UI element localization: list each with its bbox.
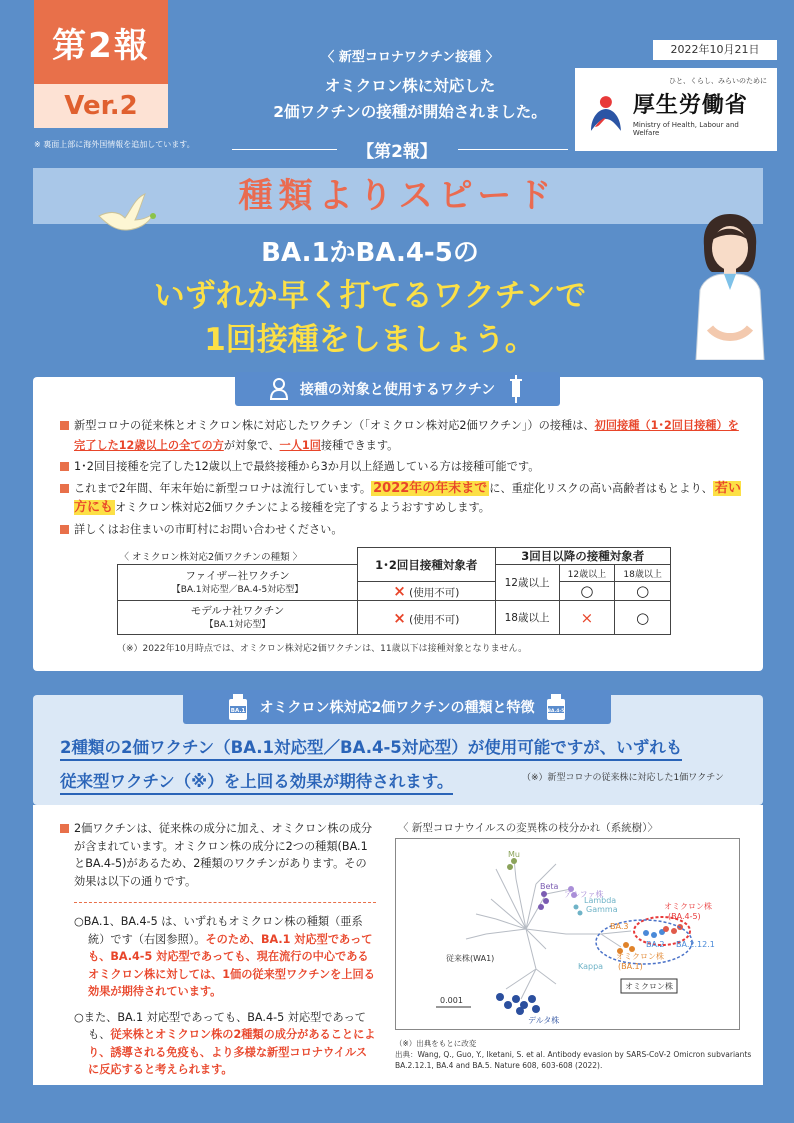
point2-text: ○また、BA.1 対応型であっても、BA.4-5 対応型であっても、 xyxy=(74,1010,366,1041)
eligibility-item xyxy=(60,416,750,455)
label-ba3: BA.3 xyxy=(610,922,629,931)
point2-emph: 従来株とオミクロン株の2種類の成分があることにより、誘導される免疫も、より多様な新型コロナウイルスに反応すると考えられます。 xyxy=(88,1028,376,1076)
pfizer-12: ○ xyxy=(559,582,615,601)
eligibility-list xyxy=(60,416,750,541)
moderna-name: モデルナ社ワクチン xyxy=(190,604,285,617)
syringe-icon xyxy=(505,376,527,402)
pfizer-18: ○ xyxy=(615,582,671,601)
issue-tag: 【第2報】 xyxy=(357,142,437,162)
label-wa1: 従来株(WA1) xyxy=(446,954,495,963)
badge-note: ※ 裏面上部に海外国情報を追加しています。 xyxy=(34,140,195,149)
col-first-second: 1･2回目接種対象者 xyxy=(357,548,495,582)
b3-text: これまで2年間、年末年始に新型コロナは流行しています。 xyxy=(74,481,372,495)
point1-text: ○BA.1、BA.4-5 は、いずれもオミクロン株の種類（亜系統）です（右図参照）。 xyxy=(74,915,363,946)
label-ba1-b: (BA.1) xyxy=(618,962,643,971)
vial-ba1-icon xyxy=(227,694,249,720)
eligibility-item: 1･2回目接種を完了した12歳以上で最終接種から3か月以上経過している方は接種可能です。 xyxy=(60,457,750,477)
table-row-pfizer xyxy=(118,565,358,601)
label-beta: Beta xyxy=(540,882,559,891)
features-point2 xyxy=(74,1009,376,1079)
b1-text: 新型コロナの従来株とオミクロン株に対応したワクチン（「オミクロン株対応2価ワクチン」）の接種は、 xyxy=(74,419,595,432)
pfizer-first xyxy=(357,582,495,601)
divider-right xyxy=(458,149,568,150)
tree-source-note: （※）出典をもとに改変 xyxy=(395,1039,477,1048)
moderna-type: 【BA.1対応型】 xyxy=(204,619,271,630)
dashed-divider xyxy=(74,902,376,903)
version-label: Ver.2 xyxy=(64,91,138,121)
tree-source xyxy=(395,1038,755,1071)
headline xyxy=(80,232,660,362)
section2-title-tab xyxy=(183,690,611,724)
header-line1: オミクロン株に対応した xyxy=(324,77,496,95)
pfizer-type: 【BA.1対応型／BA.4-5対応型】 xyxy=(171,584,304,595)
features-lead xyxy=(60,731,750,799)
features-intro: 2価ワクチンは、従来株の成分に加え、オミクロン株の成分が含まれています。オミクロン株の成分に2つの種類(BA.1とBA.4-5)があるため、2種類のワクチンがあります。その効果は以下の通りです。 xyxy=(60,820,376,890)
label-omicron-a: オミクロン株 xyxy=(664,902,712,911)
label-scale: 0.001 xyxy=(440,996,463,1005)
label-kappa: Kappa xyxy=(578,962,604,971)
issue-date: 2022年10月21日 xyxy=(653,40,777,60)
label-ba1-a: オミクロン株 xyxy=(616,952,664,961)
mhlw-name-en: Ministry of Health, Labour and Welfare xyxy=(632,121,739,137)
sub-18: 18歳以上 xyxy=(615,565,671,582)
header-line2: 2価ワクチンの接種が開始されました。 xyxy=(273,103,547,121)
lead-note: （※）新型コロナの従来株に対応した1価ワクチン xyxy=(522,773,724,783)
phylogenetic-tree xyxy=(395,838,740,1030)
b3-text2: に、重症化リスクの高い高齢者はもとより、 xyxy=(489,481,713,495)
issue-badge xyxy=(34,0,168,128)
label-omicron-b: (BA.4-5) xyxy=(668,912,701,921)
headline-line3: 1回接種をしましょう。 xyxy=(204,322,536,358)
mhlw-name: 厚生労働省 xyxy=(632,93,748,118)
ng-note: (使用不可) xyxy=(409,587,460,599)
vial-ba45-icon xyxy=(545,694,567,720)
lead-line1: 2種類の2価ワクチン（BA.1対応型／BA.4-5対応型）が使用可能ですが、いずれも xyxy=(60,738,682,761)
header-subtitle: 〈 新型コロナワクチン接種 〉 xyxy=(321,50,499,65)
mhlw-tagline: ひと、くらし、みらいのために xyxy=(669,77,767,85)
nurse-illustration-icon xyxy=(690,210,770,360)
mhlw-logo xyxy=(575,68,777,151)
tree-figure xyxy=(396,839,739,1029)
ng-mark: × xyxy=(393,582,406,600)
moderna-first xyxy=(357,601,495,635)
mhlw-emblem-icon xyxy=(585,93,627,133)
pfizer-name: ファイザー社ワクチン xyxy=(185,569,290,582)
moderna-18: ○ xyxy=(615,601,671,635)
tree-source-citation: 出典：Wang, Q., Guo, Y., Iketani, S. et al. Antibody evasion by SARS-CoV-2 Omicron subvariants BA.2.12.1, BA.4 and BA.5. Nature 608, 603-608 (2022). xyxy=(395,1050,752,1070)
eligibility-item: 詳しくはお住まいの市町村にお問い合わせください。 xyxy=(60,520,750,540)
pfizer-age: 12歳以上 xyxy=(495,565,559,601)
vial-left-label: BA.1 xyxy=(231,708,246,714)
tree-title: 〈 新型コロナウイルスの変異株の枝分かれ（系統樹）〉 xyxy=(398,822,658,834)
col-third: 3回目以降の接種対象者 xyxy=(495,548,670,565)
b1-once: 一人1回 xyxy=(279,438,321,452)
vaccine-table xyxy=(117,547,671,635)
label-lambda: Lambda xyxy=(584,896,617,905)
moderna-12: × xyxy=(559,601,615,635)
moderna-age: 18歳以上 xyxy=(495,601,559,635)
section1-title-tab xyxy=(235,372,560,406)
table-note: （※）2022年10月時点では、オミクロン株対応2価ワクチンは、11歳以下は接種対象となりません。 xyxy=(117,644,528,654)
b3-deadline: 2022年の年末まで xyxy=(373,480,488,496)
ng-note: (使用不可) xyxy=(409,613,460,626)
headline-line2: いずれか早く打てるワクチンで xyxy=(153,278,587,314)
b1-target: 初回接種（1･2回目接種）を完了した12歳以上の全ての方 xyxy=(74,419,739,452)
label-ba2: BA.2 xyxy=(646,940,665,949)
b1-text3: 接種できます。 xyxy=(320,438,399,452)
section1-title: 接種の対象と使用するワクチン xyxy=(299,382,496,398)
label-delta: デルタ株 xyxy=(528,1016,560,1025)
ng-mark: × xyxy=(393,608,406,627)
header-title xyxy=(200,46,620,125)
divider-left xyxy=(232,149,337,150)
point1-emph: そのため、BA.1 対応型であっても、BA.4-5 対応型であっても、現在流行の中心であるオミクロン株に対しては、1価の従来型ワクチンを上回る効果が期待されています。 xyxy=(88,932,375,998)
headline-line1: BA.1かBA.4-5の xyxy=(261,238,479,268)
sub-12: 12歳以上 xyxy=(559,565,615,582)
speed-text: 種類よりスピード xyxy=(238,176,558,216)
label-gamma: Gamma xyxy=(586,905,618,914)
section2-title: オミクロン株対応2価ワクチンの種類と特徴 xyxy=(259,700,535,716)
table-row-moderna xyxy=(118,601,358,635)
label-alpha: アルファ株 xyxy=(564,890,604,899)
vial-right-label: BA.4-5 xyxy=(547,709,564,714)
omicron-box-label: オミクロン株 xyxy=(625,982,673,991)
features-text xyxy=(60,820,376,1087)
b1-text2: が対象で、 xyxy=(223,438,280,452)
eligibility-item xyxy=(60,479,750,518)
lead-line2: 従来型ワクチン（※）を上回る効果が期待されます。 xyxy=(60,772,453,795)
label-mu: Mu xyxy=(508,850,520,859)
b3-young: 若い方にも xyxy=(74,480,741,515)
person-icon xyxy=(268,376,290,402)
label-ba2121: BA.2.12.1 xyxy=(676,940,715,949)
features-point1 xyxy=(74,913,376,1001)
issue-number: 第2報 xyxy=(52,25,150,66)
table-caption: 〈 オミクロン株対応2価ワクチンの種類 〉 xyxy=(118,548,358,565)
b3-text3: オミクロン株対応2価ワクチンによる接種を完了するようおすすめします。 xyxy=(115,501,490,514)
dove-icon xyxy=(95,190,161,234)
